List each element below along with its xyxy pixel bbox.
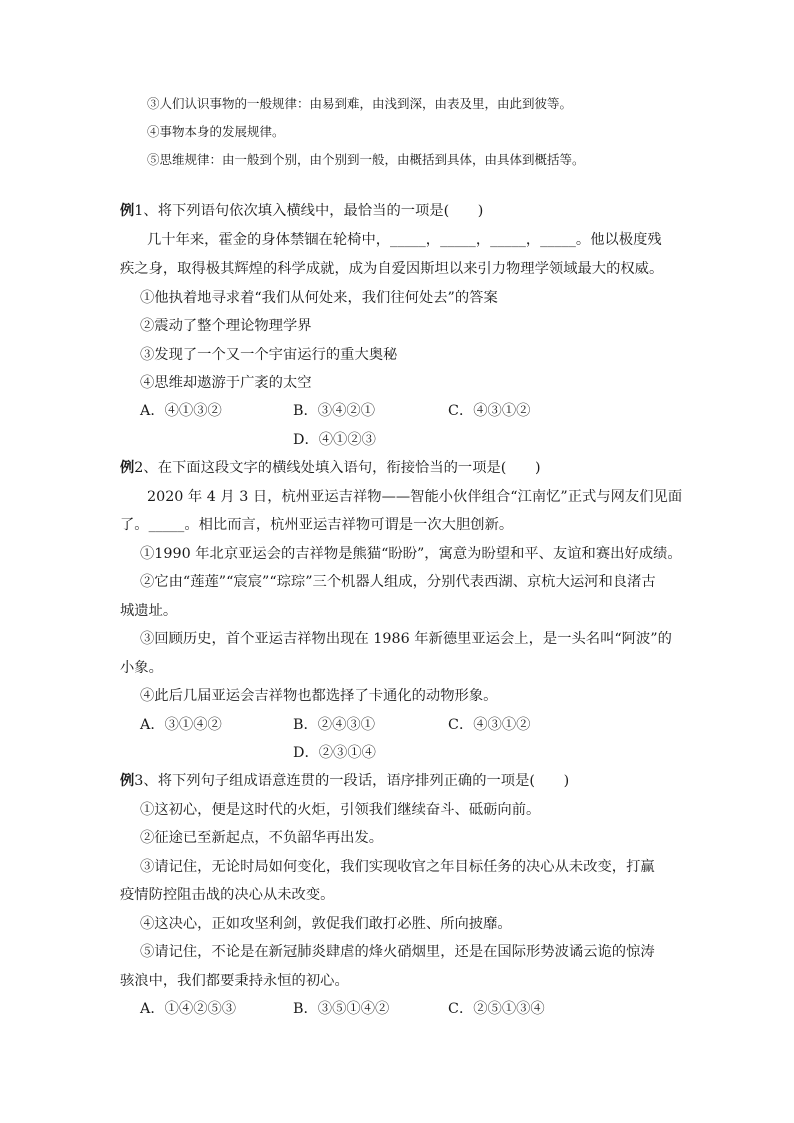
example-3-stem bbox=[120, 770, 569, 792]
option-a[interactable]: A．③①④② bbox=[140, 717, 222, 733]
rule-line-5: ⑤思维规律：由一般到个别，由个别到一般，由概括到具体，由具体到概括等。 bbox=[147, 152, 585, 167]
option-a[interactable]: A．①④②⑤③ bbox=[140, 1001, 237, 1017]
example-label: 例 bbox=[120, 460, 135, 476]
rule-line-4: ④事物本身的发展规律。 bbox=[147, 124, 285, 139]
statement-item: ②它由“莲莲”“宸宸”“琮琮”三个机器人组成，分别代表西湖、京杭大运河和良渚古 bbox=[140, 574, 656, 590]
option-d[interactable]: D．④①②③ bbox=[293, 432, 376, 448]
passage-line: 了。_____。相比而言，杭州亚运吉祥物可谓是一次大胆创新。 bbox=[120, 517, 514, 533]
option-b[interactable]: B．③⑤①④② bbox=[293, 1001, 390, 1017]
statement-item: ③发现了一个又一个宇宙运行的重大奥秘 bbox=[140, 347, 398, 363]
option-b[interactable]: B．③④②① bbox=[293, 403, 375, 419]
statement-item: ④这决心，正如攻坚利剑，敦促我们敢打必胜、所向披靡。 bbox=[140, 916, 512, 932]
option-c[interactable]: C．②⑤①③④ bbox=[448, 1001, 545, 1017]
option-c[interactable]: C．④③①② bbox=[448, 717, 531, 733]
question-text: 1、将下列语句依次填入横线中，最恰当的一项是( ) bbox=[134, 203, 484, 219]
statement-item-continued: 疫情防控阻击战的决心从未改变。 bbox=[120, 887, 335, 903]
statement-item: ⑤请记住，不论是在新冠肺炎肆虐的烽火硝烟里，还是在国际形势波谲云诡的惊涛 bbox=[140, 944, 655, 960]
statement-item: ②征途已至新起点，不负韶华再出发。 bbox=[140, 830, 384, 846]
option-b[interactable]: B．②④③① bbox=[293, 717, 375, 733]
statement-item: ③回顾历史，首个亚运吉祥物出现在 1986 年新德里亚运会上，是一头名叫“阿波”的 bbox=[140, 631, 672, 647]
statement-item: ③请记住，无论时局如何变化，我们实现收官之年目标任务的决心从未改变，打赢 bbox=[140, 859, 655, 875]
option-d[interactable]: D．②③①④ bbox=[293, 745, 376, 761]
question-text: 3、将下列句子组成语意连贯的一段话，语序排列正确的一项是( ) bbox=[134, 773, 570, 789]
statement-item: ①他执着地寻求着“我们从何处来，我们往何处去”的答案 bbox=[140, 290, 498, 306]
statement-item-continued: 小象。 bbox=[120, 660, 163, 676]
example-label: 例 bbox=[120, 773, 135, 789]
statement-item: ①1990 年北京亚运会的吉祥物是熊猫“盼盼”，寓意为盼望和平、友谊和赛出好成绩。 bbox=[140, 546, 682, 562]
example-1-stem bbox=[120, 200, 483, 222]
rule-line-3: ③人们认识事物的一般规律：由易到难，由浅到深，由表及里，由此到彼等。 bbox=[147, 96, 573, 111]
statement-item: ④此后几届亚运会吉祥物也都选择了卡通化的动物形象。 bbox=[140, 688, 498, 704]
example-label: 例 bbox=[120, 203, 135, 219]
statement-item: ①这初心，便是这时代的火炬，引领我们继续奋斗、砥砺向前。 bbox=[140, 802, 541, 818]
statement-item-continued: 骇浪中，我们都要秉持永恒的初心。 bbox=[120, 973, 349, 989]
statement-item: ④思维却遨游于广袤的太空 bbox=[140, 375, 312, 391]
question-text: 2、在下面这段文字的横线处填入语句，衔接恰当的一项是( ) bbox=[134, 460, 541, 476]
example-2-stem bbox=[120, 457, 541, 479]
passage-line: 疾之身，取得极其辉煌的科学成就，成为自爱因斯坦以来引力物理学领域最大的权威。 bbox=[120, 261, 664, 277]
statement-item-continued: 城遗址。 bbox=[120, 603, 178, 619]
option-a[interactable]: A．④①③② bbox=[140, 403, 222, 419]
passage-line: 2020 年 4 月 3 日，杭州亚运吉祥物——智能小伙伴组合“江南忆”正式与网友们见面 bbox=[147, 489, 683, 505]
statement-item: ②震动了整个理论物理学界 bbox=[140, 318, 312, 334]
passage-line: 几十年来，霍金的身体禁锢在轮椅中，_____，_____，_____，_____。他以极度残 bbox=[147, 232, 662, 248]
option-c[interactable]: C．④③①② bbox=[448, 403, 531, 419]
